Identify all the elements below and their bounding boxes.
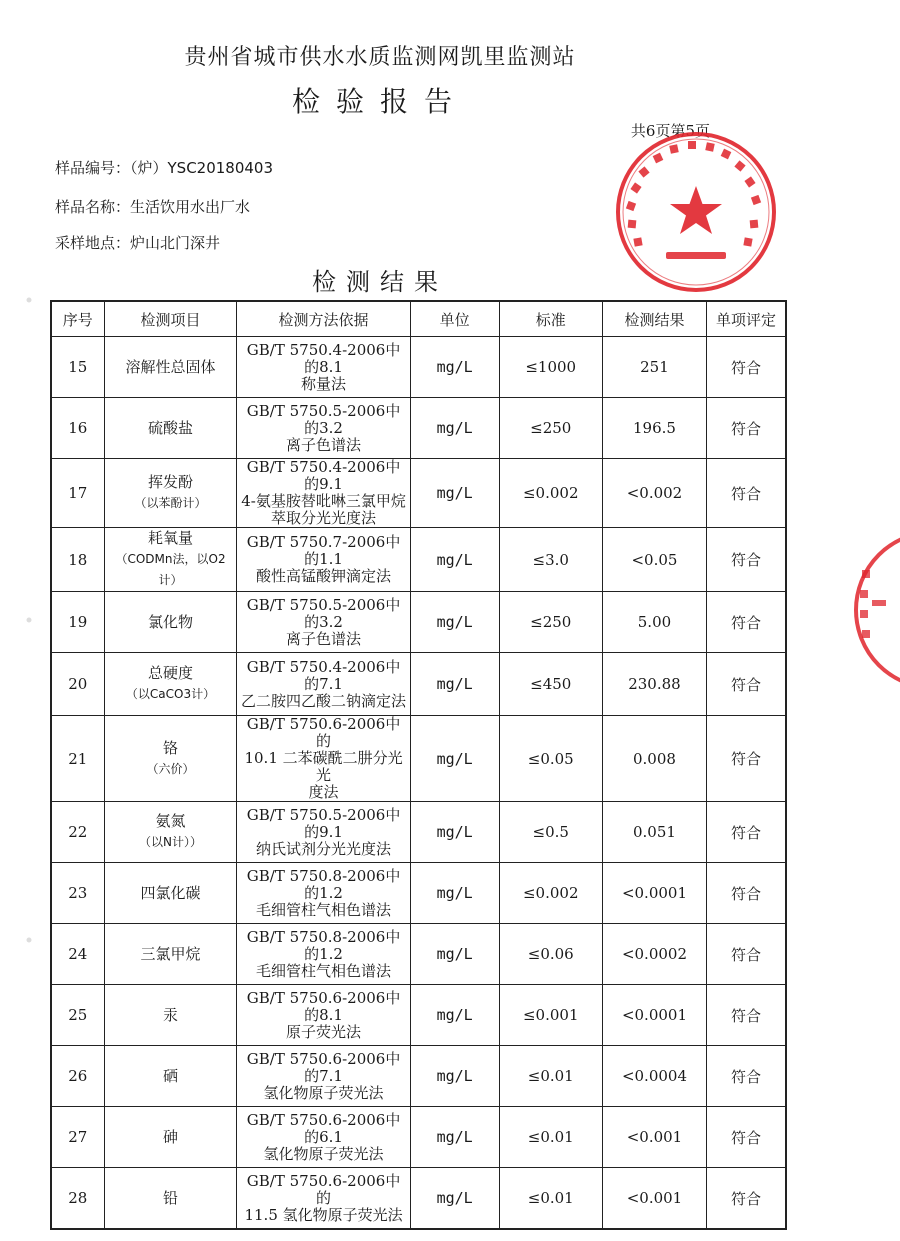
test-result: 0.051	[602, 802, 706, 863]
col-header-verdict: 单项评定	[707, 301, 786, 337]
test-item-name: 氨氮	[155, 812, 186, 830]
test-result: <0.05	[602, 528, 706, 592]
sample-id	[55, 157, 273, 178]
row-number: 25	[51, 985, 104, 1046]
table-row	[51, 1046, 786, 1107]
test-method-line: GB/T 5750.6-2006中的	[246, 715, 401, 750]
test-method	[237, 985, 410, 1046]
test-item-name: 溶解性总固体	[125, 357, 216, 376]
test-method	[237, 398, 410, 459]
test-method-line: 氢化物原子荧光法	[263, 1083, 384, 1102]
test-item	[104, 863, 237, 924]
standard-limit: ≤0.06	[499, 924, 602, 985]
test-method-line: 氢化物原子荧光法	[263, 1144, 384, 1163]
verdict: 符合	[707, 716, 786, 802]
test-method-line: 10.1 二苯碳酰二肼分光光	[244, 749, 403, 784]
row-number: 21	[51, 716, 104, 802]
col-header-item: 检测项目	[104, 301, 237, 337]
test-method-line: GB/T 5750.6-2006中的6.1	[246, 1110, 401, 1146]
row-number: 22	[51, 802, 104, 863]
test-method-line: GB/T 5750.5-2006中的3.2	[246, 595, 401, 631]
test-item-note: （以CaCO3计）	[125, 687, 216, 701]
unit-cell: mg/L	[410, 985, 499, 1046]
unit-cell: mg/L	[410, 653, 499, 716]
test-method	[237, 337, 410, 398]
test-method-line: GB/T 5750.5-2006中的9.1	[246, 805, 401, 841]
unit-cell: mg/L	[410, 459, 499, 528]
row-number: 26	[51, 1046, 104, 1107]
official-seal-stamp	[612, 128, 780, 296]
test-item	[104, 528, 237, 592]
table-row	[51, 1107, 786, 1168]
test-method-line: 毛细管柱气相色谱法	[256, 961, 392, 980]
test-item	[104, 802, 237, 863]
unit-cell: mg/L	[410, 716, 499, 802]
test-result: <0.0002	[602, 924, 706, 985]
table-row	[51, 802, 786, 863]
test-item	[104, 459, 237, 528]
table-row	[51, 398, 786, 459]
table-row	[51, 528, 786, 592]
report-title: 检验报告	[291, 85, 468, 118]
table-row	[51, 1168, 786, 1230]
test-method	[237, 592, 410, 653]
sample-name-value: 生活饮用水出厂水	[130, 198, 251, 216]
standard-limit: ≤250	[499, 398, 602, 459]
test-method-line: 纳氏试剂分光光度法	[256, 839, 392, 858]
standard-limit: ≤3.0	[499, 528, 602, 592]
unit-cell: mg/L	[410, 528, 499, 592]
partial-seal-stamp	[850, 530, 900, 690]
standard-limit: ≤0.001	[499, 985, 602, 1046]
unit-cell: mg/L	[410, 398, 499, 459]
test-item-note: （CODMn法，以O2计）	[115, 552, 226, 587]
test-method	[237, 924, 410, 985]
unit-cell: mg/L	[410, 337, 499, 398]
table-row	[51, 337, 786, 398]
table-row	[51, 716, 786, 802]
sample-site	[55, 232, 220, 253]
test-method-line: GB/T 5750.6-2006中的8.1	[246, 988, 401, 1024]
test-result: <0.002	[602, 459, 706, 528]
test-result: <0.0001	[602, 863, 706, 924]
test-item	[104, 1046, 237, 1107]
test-item-name: 三氯甲烷	[140, 944, 201, 963]
test-item-note: （以苯酚计）	[134, 496, 207, 510]
standard-limit: ≤0.01	[499, 1107, 602, 1168]
sample-id-label: 样品编号：	[55, 159, 131, 177]
test-item-name: 四氯化碳	[140, 883, 201, 902]
test-method-line: 称量法	[301, 374, 347, 393]
test-result: <0.001	[602, 1168, 706, 1230]
test-method	[237, 459, 410, 528]
sample-id-value: （炉）YSC20180403	[130, 159, 274, 177]
test-item-name: 耗氧量	[148, 529, 194, 547]
test-method	[237, 802, 410, 863]
test-item-name: 砷	[163, 1127, 179, 1146]
table-row	[51, 653, 786, 716]
binding-holes	[22, 0, 36, 1237]
table-row	[51, 459, 786, 528]
verdict: 符合	[707, 863, 786, 924]
test-item	[104, 592, 237, 653]
test-method-line: 乙二胺四乙酸二钠滴定法	[241, 691, 407, 710]
standard-limit: ≤0.002	[499, 459, 602, 528]
section-title: 检测结果	[312, 268, 448, 296]
test-result: 5.00	[602, 592, 706, 653]
test-item-note: （六价）	[146, 761, 195, 776]
test-item-name: 总硬度	[148, 664, 194, 682]
row-number: 17	[51, 459, 104, 528]
unit-cell: mg/L	[410, 1168, 499, 1230]
test-method	[237, 1107, 410, 1168]
test-method-line: GB/T 5750.4-2006中的8.1	[246, 340, 401, 376]
row-number: 16	[51, 398, 104, 459]
standard-limit: ≤0.05	[499, 716, 602, 802]
col-header-unit: 单位	[410, 301, 499, 337]
unit-cell: mg/L	[410, 802, 499, 863]
test-method-line: GB/T 5750.8-2006中的1.2	[246, 866, 401, 902]
verdict: 符合	[707, 398, 786, 459]
organization-name: 贵州省城市供水水质监测网凯里监测站	[184, 45, 576, 70]
sample-name	[55, 196, 250, 217]
unit-cell: mg/L	[410, 1107, 499, 1168]
row-number: 15	[51, 337, 104, 398]
test-item	[104, 716, 237, 802]
table-header-row	[51, 301, 786, 337]
standard-limit: ≤1000	[499, 337, 602, 398]
test-method-line: GB/T 5750.6-2006中的	[246, 1171, 401, 1207]
row-number: 27	[51, 1107, 104, 1168]
row-number: 24	[51, 924, 104, 985]
test-item	[104, 924, 237, 985]
verdict: 符合	[707, 1168, 786, 1230]
test-method-line: 酸性高锰酸钾滴定法	[256, 567, 392, 585]
standard-limit: ≤0.5	[499, 802, 602, 863]
test-item-name: 硒	[163, 1066, 179, 1085]
unit-cell: mg/L	[410, 1046, 499, 1107]
sample-site-value: 炉山北门深井	[130, 234, 221, 252]
test-item	[104, 1107, 237, 1168]
test-method-line: GB/T 5750.7-2006中的1.1	[246, 533, 401, 568]
test-method-line: GB/T 5750.6-2006中的7.1	[246, 1049, 401, 1085]
table-row	[51, 592, 786, 653]
test-item-name: 挥发酚	[148, 473, 194, 491]
test-result: <0.0001	[602, 985, 706, 1046]
test-method-line: 11.5 氢化物原子荧光法	[244, 1205, 403, 1224]
test-item-note: （以N计））	[139, 835, 203, 849]
test-method-line: 萃取分光光度法	[271, 509, 377, 527]
test-result: <0.001	[602, 1107, 706, 1168]
col-header-result: 检测结果	[602, 301, 706, 337]
test-item	[104, 337, 237, 398]
test-method-line: 离子色谱法	[286, 629, 362, 648]
test-item	[104, 398, 237, 459]
standard-limit: ≤0.01	[499, 1046, 602, 1107]
verdict: 符合	[707, 1107, 786, 1168]
test-method	[237, 1046, 410, 1107]
standard-limit: ≤250	[499, 592, 602, 653]
test-result: 230.88	[602, 653, 706, 716]
verdict: 符合	[707, 924, 786, 985]
col-header-method: 检测方法依据	[237, 301, 410, 337]
col-header-standard: 标准	[499, 301, 602, 337]
verdict: 符合	[707, 459, 786, 528]
row-number: 20	[51, 653, 104, 716]
test-method-line: 离子色谱法	[286, 435, 362, 454]
test-item	[104, 985, 237, 1046]
test-item-name: 铅	[163, 1188, 179, 1207]
test-method-line: 毛细管柱气相色谱法	[256, 900, 392, 919]
test-method-line: 原子荧光法	[286, 1022, 362, 1041]
test-method-line: GB/T 5750.5-2006中的3.2	[246, 401, 401, 437]
test-item	[104, 1168, 237, 1230]
test-method-line: GB/T 5750.4-2006中的9.1	[246, 458, 401, 493]
test-item-name: 铬	[163, 738, 179, 757]
test-method	[237, 528, 410, 592]
standard-limit: ≤450	[499, 653, 602, 716]
test-result: 251	[602, 337, 706, 398]
test-method-line: 度法	[308, 783, 339, 801]
unit-cell: mg/L	[410, 592, 499, 653]
col-header-no: 序号	[51, 301, 104, 337]
verdict: 符合	[707, 337, 786, 398]
standard-limit: ≤0.002	[499, 863, 602, 924]
test-result: 196.5	[602, 398, 706, 459]
test-method	[237, 716, 410, 802]
row-number: 18	[51, 528, 104, 592]
test-method-line: GB/T 5750.4-2006中的7.1	[246, 657, 401, 693]
unit-cell: mg/L	[410, 924, 499, 985]
sample-name-label: 样品名称：	[55, 198, 131, 216]
row-number: 19	[51, 592, 104, 653]
verdict: 符合	[707, 592, 786, 653]
test-result: 0.008	[602, 716, 706, 802]
verdict: 符合	[707, 1046, 786, 1107]
page-info: 共6页第5页	[630, 122, 710, 140]
test-method	[237, 1168, 410, 1230]
verdict: 符合	[707, 985, 786, 1046]
test-item	[104, 653, 237, 716]
test-method-line: GB/T 5750.8-2006中的1.2	[246, 927, 401, 963]
table-row	[51, 985, 786, 1046]
results-table	[50, 300, 787, 1230]
table-row	[51, 924, 786, 985]
row-number: 23	[51, 863, 104, 924]
table-row	[51, 863, 786, 924]
sample-site-label: 采样地点：	[55, 234, 131, 252]
standard-limit: ≤0.01	[499, 1168, 602, 1230]
verdict: 符合	[707, 528, 786, 592]
test-method-line: 4-氨基胺替吡啉三氯甲烷	[241, 492, 406, 510]
verdict: 符合	[707, 653, 786, 716]
test-method	[237, 863, 410, 924]
test-item-name: 汞	[163, 1005, 179, 1024]
verdict: 符合	[707, 802, 786, 863]
test-item-name: 氯化物	[148, 612, 194, 631]
test-item-name: 硫酸盐	[148, 418, 194, 437]
test-result: <0.0004	[602, 1046, 706, 1107]
test-method	[237, 653, 410, 716]
row-number: 28	[51, 1168, 104, 1230]
unit-cell: mg/L	[410, 863, 499, 924]
